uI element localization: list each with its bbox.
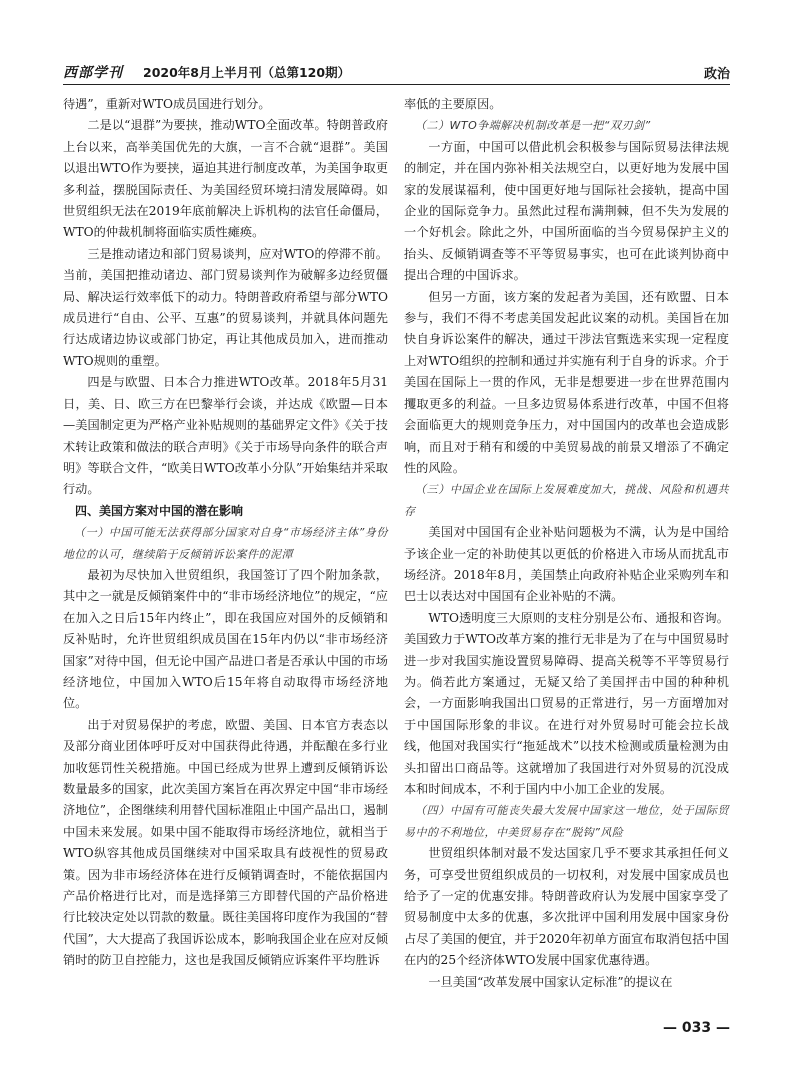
subsection-heading: （四）中国有可能丧失最大发展中国家这一地位，处于国际贸易中的不利地位，中美贸易存在“脱钩”风险 [404,804,729,839]
running-header [63,60,730,84]
paragraph: 三是推动诸边和部门贸易谈判，应对WTO的停滞不前。当前，美国把推动诸边、部门贸易谈判作为破解多边经贸僵局、解决运行效率低下的动力。特朗普政府希望与部分WTO成员进行“自由、公平、互惠”的贸易谈判，并就具体问题先行达成诸边协议或部门协定，再让其他成员加入，进而推动WTO规则的重塑。 [63,246,388,368]
paragraph: WTO透明度三大原则的支柱分别是公布、通报和咨询。美国致力于WTO改革方案的推行无非是为了在与中国贸易时进一步对我国实施设置贸易障碍、提高关税等不平等贸易行为。倘若此方案通过，无疑又给了美国抨击中国的种种机会，一方面影响我国出口贸易的正常进行，另一方面增加对于中国国际形象的非议。在进行对外贸易时可能会拉长战线，他国对我国实行“拖延战术”以技术检测或质量检测为由头扣留出口商品等。这就增加了我国进行对外贸易的沉没成本和时间成本，不利于国内中小加工企业的发展。 [404,610,729,796]
journal-title: 西部学刊 [63,65,123,81]
subsection-heading: （三）中国企业在国际上发展难度加大，挑战、风险和机遇共存 [404,483,729,518]
paragraph: 一方面，中国可以借此机会积极参与国际贸易法律法规的制定，并在国内弥补相关法规空白，以更好地为发展中国家的发展谋福利，使中国更好地与国际社会接轨，提高中国企业的国际竞争力。虽然此过程布满荆棘，但不失为发展的一个好机会。除此之外，中国所面临的当今贸易保护主义的抬头、反倾销调查等不平等贸易事实，也可在此谈判协商中提出合理的中国诉求。 [404,139,729,283]
issue-info: 2020年8月上半月刊（总第120期） [143,65,351,80]
left-column [63,94,388,972]
paragraph: 世贸组织体制对最不发达国家几乎不要求其承担任何义务，可享受世贸组织成员的一切权利，对发展中国家成员也给予了一定的优惠安排。特朗普政府认为发展中国家享受了贸易制度中太多的优惠，多次批评中国利用发展中国家身份占尽了美国的便宜，并于2020年初单方面宣布取消包括中国在内的25个经济体WTO发展中国家优惠待遇。 [404,846,729,968]
subsection-heading: （一）中国可能无法获得部分国家对自身“市场经济主体”身份地位的认可，继续陷于反倾销诉讼案件的泥潭 [63,526,388,561]
right-column [404,94,729,993]
paragraph: 待遇”，重新对WTO成员国进行划分。 [63,97,271,111]
paragraph: 最初为尽快加入世贸组织，我国签订了四个附加条款，其中之一就是反倾销案件中的“非市场经济地位”的规定，“应在加入之日后15年内终止”，即在我国应对国外的反倾销和反补贴时，允许世贸组织成员国在15年内仍以“非市场经济国家”对待中国，但无论中国产品进口者是否承认中国的市场经济地位，中国加入WTO后15年将自动取得市场经济地位。 [63,567,388,711]
paragraph: 四是与欧盟、日本合力推进WTO改革。2018年5月31日，美、日、欧三方在巴黎举行会谈，并达成《欧盟—日本—美国制定更为严格产业补贴规则的基础界定文件》《关于技术转让政策和做法的联合声明》《关于市场导向条件的联合声明》等联合文件，“欧美日WTO改革小分队”开始集结并采取行动。 [63,375,388,497]
paragraph: 但另一方面，该方案的发起者为美国，还有欧盟、日本参与，我们不得不考虑美国发起此议案的动机。美国旨在加快自身诉讼案件的解决，通过干涉法官甄选来实现一定程度上对WTO组织的控制和通过并实施有利于自身的诉求。介于美国在国际上一贯的作风，无非是想要进一步在世界范围内攫取更多的利益。一旦多边贸易体系进行改革，中国不但将会面临更大的规则竞争压力，对中国国内的改革也会造成影响，而且对于稍有和缓的中美贸易战的前景又增添了不确定性的风险。 [404,289,729,475]
paragraph: 二是以“退群”为要挟，推动WTO全面改革。特朗普政府上台以来，高举美国优先的大旗，一言不合就“退群”。美国以退出WTO作为要挟，逼迫其进行制度改革，为美国争取更多利益，摆脱国际责任、为美国经贸环境扫清发展障碍。如世贸组织无法在2019年底前解决上诉机构的法官任命僵局，WTO的仲裁机制将面临实质性瘫痪。 [63,118,388,240]
paragraph: 美国对中国国有企业补贴问题极为不满，认为是中国给予该企业一定的补助使其以更低的价格进入市场从而扰乱市场经济。2018年8月，美国禁止向政府补贴企业采购列车和巴士以表达对中国国有企业补贴的不满。 [404,525,729,604]
section-heading: 四、美国方案对中国的潜在影响 [75,503,244,518]
header-rule [63,84,730,85]
paragraph: 一旦美国“改革发展中国家认定标准”的提议在 [428,974,673,989]
page-number: — 033 — [663,1020,730,1036]
paragraph: 出于对贸易保护的考虑，欧盟、美国、日本官方表态以及部分商业团体呼吁反对中国获得此待遇，并酝酿在多行业加收惩罚性关税措施。中国已经成为世界上遭到反倾销诉讼数量最多的国家，此次美国方案旨在再次界定中国“非市场经济地位”，企图继续利用替代国标准阻止中国产品出口，遏制中国未来发展。如果中国不能取得市场经济地位，就相当于WTO纵容其他成员国继续对中国采取具有歧视性的贸易政策。因为非市场经济体在进行反倾销调查时，不能依据国内产品价格进行比对，而是选择第三方即替代国的产品价格进行比较决定处以罚款的数量。既往美国将印度作为我国的“替代国”，大大提高了我国诉讼成本，影响我国企业在应对反倾销时的防卫自控能力，这也是我国反倾销应诉案件平均胜诉 [63,717,388,968]
subsection-heading: （二）WTO争端解决机制改革是一把“双刃剑” [415,119,651,133]
section-label: 政治 [703,67,730,82]
paragraph: 率低的主要原因。 [404,97,502,111]
